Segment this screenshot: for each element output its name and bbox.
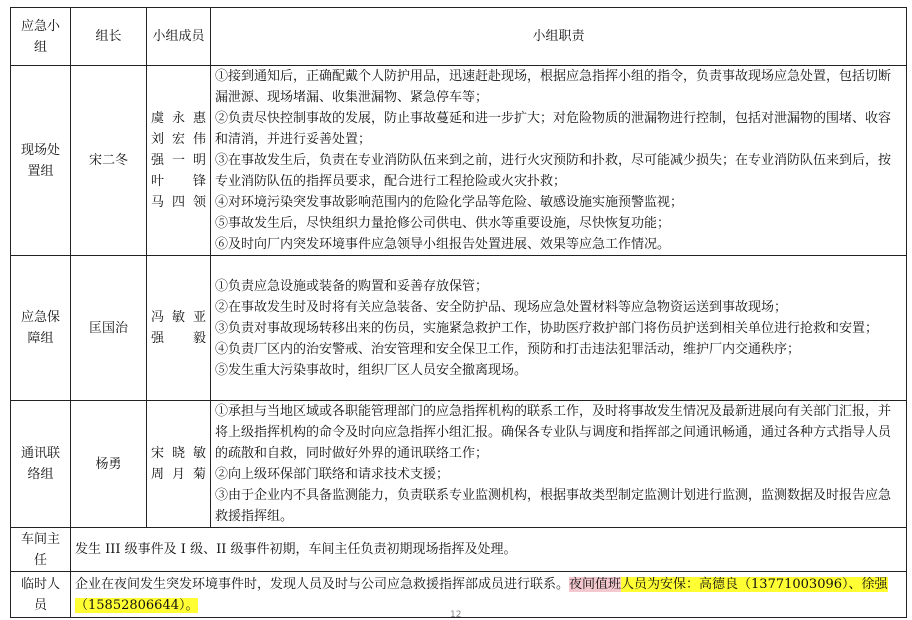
member: 叶 锋 (151, 174, 206, 189)
group-name-cell: 应急保障组 (11, 256, 71, 401)
duty-item: ⑥及时向厂内突发环境事件应急领导小组报告处置进展、效果等应急工作情况。 (215, 237, 671, 252)
duty-item: ②向上级环保部门联络和请求技术支援； (215, 467, 450, 482)
duty-item: ④对环境污染突发事故影响范围内的危险化学品等危险、敏感设施实施预警监视； (215, 195, 684, 210)
duty-item: ①负责应急设施或装备的购置和妥善存放保管； (215, 278, 489, 294)
group-row-support (11, 256, 907, 401)
group-row-onsite (11, 66, 907, 256)
member: 周月菊 (151, 467, 206, 482)
temporary-label: 临时人员 (11, 572, 71, 618)
group-leader-cell: 匡国治 (71, 256, 147, 401)
duty-item: ⑤事故发生后，尽快组织力量抢修公司供电、供水等重要设施，尽快恢复功能； (215, 216, 671, 231)
group-duties-cell (211, 256, 907, 401)
duty-item: ⑤发生重大污染事故时，组织厂区人员安全撤离现场。 (215, 362, 528, 378)
workshop-text: 发生 III 级事件及 I 级、II 级事件初期，车间主任负责初期现场指挥及处理。 (71, 528, 907, 572)
member: 强一明 (151, 153, 206, 168)
member: 宋晓敏 (151, 446, 206, 461)
header-leader: 组长 (71, 8, 147, 66)
group-duties-cell (211, 66, 907, 256)
temporary-text-cell (71, 572, 907, 618)
header-duties: 小组职责 (211, 8, 907, 66)
group-name-cell: 通讯联络组 (11, 401, 71, 528)
member: 冯敏亚 (151, 310, 206, 325)
page-number: 12 (450, 610, 462, 620)
group-leader-cell: 宋二冬 (71, 66, 147, 256)
security-contacts-highlight: 人员为安保：高德良（13771003096）、徐强（15852806644）。 (75, 576, 888, 613)
duty-item: ①接到通知后，正确配戴个人防护用品，迅速赶赴现场，根据应急指挥小组的指令，负责事故现场应急处置，包括切断漏泄源、现场堵漏、收集泄漏物、紧急停车等； (215, 69, 892, 105)
duty-item: ②负责尽快控制事故的发展，防止事故蔓延和进一步扩大；对危险物质的泄漏物进行控制，包括对泄漏物的围堵、收容和清消，并进行妥善处置； (215, 111, 892, 147)
member: 马四领 (151, 195, 206, 210)
duty-item: ②在事故发生时及时将有关应急装备、安全防护品、现场应急处置材料等应急物资运送到事故现场； (215, 299, 788, 315)
night-duty-highlight: 夜间值班 (569, 576, 622, 592)
group-members-cell (147, 401, 211, 528)
group-members-cell (147, 256, 211, 401)
emergency-groups-table (10, 7, 907, 618)
duty-item: ③在事故发生后，负责在专业消防队伍来到之前，进行火灾预防和扑救，尽可能减少损失；在专业消防队伍来到后，按专业消防队伍的指挥员要求，配合进行工程抢险或火灾扑救； (215, 153, 892, 189)
header-members: 小组成员 (147, 8, 211, 66)
group-members-cell (147, 66, 211, 256)
member: 虞永惠 (151, 111, 206, 126)
duty-item: ③由于企业内不具备监测能力，负责联系专业监测机构，根据事故类型制定监测计划进行监测，监测数据及时报告应急救援指挥组。 (215, 488, 892, 524)
group-row-communication (11, 401, 907, 528)
header-row (11, 8, 907, 66)
workshop-row (11, 528, 907, 572)
group-leader-cell: 杨勇 (71, 401, 147, 528)
workshop-label: 车间主任 (11, 528, 71, 572)
duty-item: ①承担与当地区域或各职能管理部门的应急指挥机构的联系工作，及时将事故发生情况及最新进展向有关部门汇报，并将上级指挥机构的命令及时向应急指挥小组汇报。确保各专业队与调度和指挥部之间通讯畅通，通过各种方式指导人员的疏散和自救，同时做好外界的通讯联络工作； (215, 404, 892, 461)
duty-item: ④负责厂区内的治安警戒、治安管理和安全保卫工作，预防和打击违法犯罪活动，维护厂内交通秩序； (215, 341, 801, 357)
header-group: 应急小组 (11, 8, 71, 66)
member: 强 毅 (151, 331, 206, 346)
member: 刘宏伟 (151, 132, 206, 147)
duty-item: ③负责对事故现场转移出来的伤员，实施紧急救护工作，协助医疗救护部门将伤员护送到相关单位进行抢救和安置； (215, 320, 879, 336)
group-duties-cell (211, 401, 907, 528)
group-name-cell: 现场处置组 (11, 66, 71, 256)
temporary-text: 企业在夜间发生突发环境事件时，发现人员及时与公司应急救援指挥部成员进行联系。 (75, 576, 570, 592)
